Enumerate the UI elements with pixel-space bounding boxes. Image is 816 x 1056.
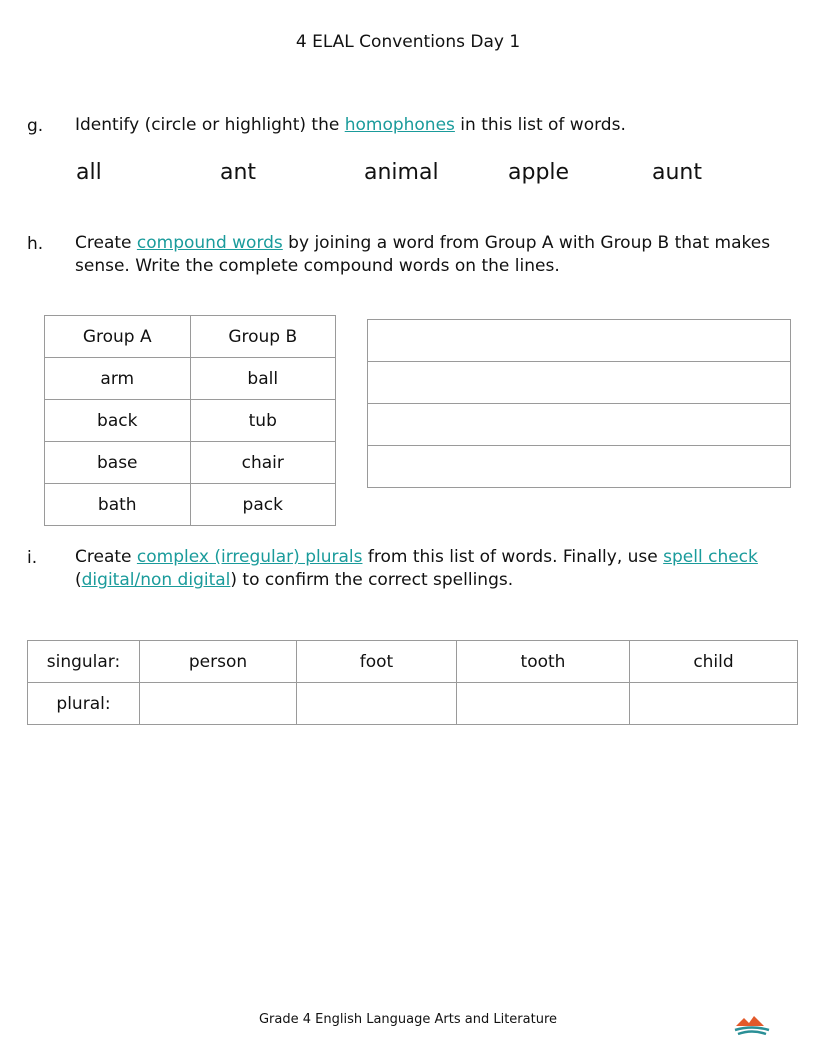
word-item[interactable]: aunt	[652, 160, 702, 185]
group-b-header: Group B	[190, 316, 336, 358]
section-g-instruction	[75, 114, 795, 137]
group-b-cell: tub	[190, 400, 336, 442]
group-a-cell: bath	[45, 484, 191, 526]
mountain-logo-icon	[734, 1014, 770, 1038]
word-item[interactable]: animal	[364, 160, 439, 185]
plural-answer-cell[interactable]	[457, 683, 630, 725]
section-g-text-before: Identify (circle or highlight) the	[75, 115, 345, 135]
plural-table	[27, 640, 798, 725]
plural-answer-cell[interactable]	[140, 683, 297, 725]
homophones-link[interactable]: homophones	[344, 115, 455, 135]
answer-line[interactable]	[368, 446, 791, 488]
answer-line[interactable]	[368, 404, 791, 446]
section-i-text-after: ) to confirm the correct spellings.	[230, 570, 514, 590]
group-a-cell: arm	[45, 358, 191, 400]
word-item[interactable]: apple	[508, 160, 570, 185]
spell-check-link[interactable]: spell check	[663, 547, 758, 567]
page-title: 4 ELAL Conventions Day 1	[295, 32, 521, 52]
section-h-marker: h.	[27, 234, 44, 254]
group-table	[44, 315, 336, 526]
table-row	[45, 442, 336, 484]
singular-word: tooth	[457, 641, 630, 683]
section-i-text-before: Create	[75, 547, 137, 567]
section-h-instruction	[75, 232, 790, 278]
group-a-header: Group A	[45, 316, 191, 358]
compound-answer-table	[367, 319, 791, 488]
group-a-cell: back	[45, 400, 191, 442]
table-row	[45, 484, 336, 526]
section-i-instruction	[75, 546, 800, 592]
answer-line[interactable]	[368, 362, 791, 404]
group-b-cell: pack	[190, 484, 336, 526]
section-i-text-middle: from this list of words. Finally, use	[362, 547, 664, 567]
compound-words-link[interactable]: compound words	[136, 233, 283, 253]
singular-label: singular:	[28, 641, 140, 683]
table-row	[45, 358, 336, 400]
table-row	[45, 400, 336, 442]
section-i-marker: i.	[27, 548, 38, 568]
singular-word: child	[630, 641, 798, 683]
singular-word: person	[140, 641, 297, 683]
singular-word: foot	[297, 641, 457, 683]
plural-answer-cell[interactable]	[630, 683, 798, 725]
plural-answer-cell[interactable]	[297, 683, 457, 725]
page-footer: Grade 4 English Language Arts and Literature	[258, 1012, 558, 1027]
group-b-cell: ball	[190, 358, 336, 400]
answer-line[interactable]	[368, 320, 791, 362]
section-g-text-after: in this list of words.	[454, 115, 626, 135]
plural-row	[28, 683, 798, 725]
table-header-row	[45, 316, 336, 358]
section-h-text-before: Create	[75, 233, 137, 253]
singular-row	[28, 641, 798, 683]
plural-label: plural:	[28, 683, 140, 725]
section-h-text-after: by joining a word from Group A with Group B that makes sense. Write the complete compound words on the lines.	[75, 233, 771, 276]
group-b-cell: chair	[190, 442, 336, 484]
digital-non-digital-link[interactable]: digital/non digital	[81, 570, 231, 590]
complex-plurals-link[interactable]: complex (irregular) plurals	[136, 547, 363, 567]
section-g-marker: g.	[27, 116, 44, 136]
word-item[interactable]: all	[76, 160, 102, 185]
group-a-cell: base	[45, 442, 191, 484]
section-i-paren-open: (	[75, 570, 82, 590]
word-item[interactable]: ant	[220, 160, 257, 185]
